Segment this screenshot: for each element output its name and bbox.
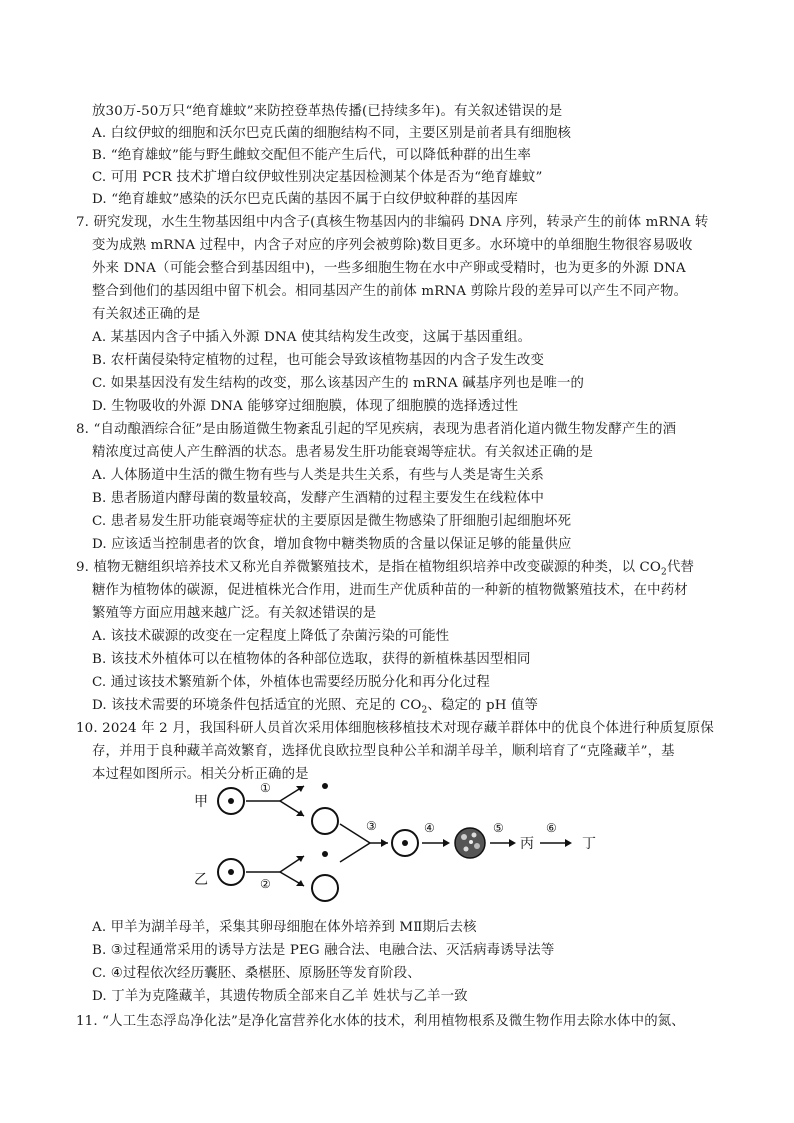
label-bing: 丙 bbox=[520, 836, 534, 852]
cloning-process-figure bbox=[180, 776, 620, 916]
enucleated-oocyte bbox=[312, 808, 338, 834]
q10-option-c: C. ④过程依次经历囊胚、桑椹胚、原肠胚等发育阶段、 bbox=[92, 966, 421, 981]
q11-stem-line-1: 11. “人工生态浮岛净化法”是净化富营养化水体的技术，利用植物根系及微生物作用去除水体中的氮、 bbox=[76, 1014, 685, 1029]
nucleus-yi bbox=[228, 869, 234, 875]
q10-option-d: D. 丁羊为克隆藏羊，其遗传物质全部来自乙羊 姓状与乙羊一致 bbox=[92, 989, 468, 1004]
embryo-cell-4 bbox=[464, 847, 469, 852]
q10-option-a: A. 甲羊为湖羊母羊，采集其卵母细胞在体外培养到 MⅡ期后去核 bbox=[92, 920, 477, 935]
label-yi: 乙 bbox=[194, 872, 208, 888]
donor-cell-remnant bbox=[312, 875, 338, 901]
q10-option-b: B. ③过程通常采用的诱导方法是 PEG 融合法、电融合法、灭活病毒诱导法等 bbox=[92, 943, 555, 958]
q7-stem-line-5: 有关叙述正确的是 bbox=[92, 307, 201, 322]
q9-stem-line-3: 繁殖等方面应用越来越广泛。有关叙述错误的是 bbox=[92, 606, 377, 621]
q7-stem-line-2: 变为成熟 mRNA 过程中，内含子对应的序列会被剪除)数目更多。水环境中的单细胞生物很容易吸收 bbox=[92, 238, 693, 253]
q9-option-b: B. 该技术外植体可以在植物体的各种部位选取，获得的新植株基因型相同 bbox=[92, 652, 531, 667]
q7-option-b: B. 农杆菌侵染特定植物的过程，也可能会导致该植物基因的内含子发生改变 bbox=[92, 353, 545, 368]
step-1-label: ① bbox=[260, 781, 271, 795]
removed-nucleus-jia bbox=[322, 783, 328, 789]
arrowhead-step-3 bbox=[381, 839, 388, 847]
q10-stem-line-2: 存，并用于良种藏羊高效繁育，选择优良欧拉型良种公羊和湖羊母羊，顺利培育了“克隆藏羊”，基 bbox=[92, 744, 675, 759]
q6-option-a: A. 白纹伊蚊的细胞和沃尔巴克氏菌的细胞结构不同，主要区别是前者具有细胞核 bbox=[92, 126, 572, 141]
q7-stem-line-3: 外来 DNA（可能会整合到基因组中)，一些多细胞生物在水中产卵或受精时，也为更多的外源 DNA bbox=[92, 261, 686, 276]
q9-option-d: D. 该技术需要的环境条件包括适宜的光照、充足的 $CO_2$、稳定的 pH 值等 bbox=[92, 698, 539, 716]
q9-option-c: C. 通过该技术繁殖新个体，外植体也需要经历脱分化和再分化过程 bbox=[92, 675, 490, 690]
step-6-label: ⑥ bbox=[546, 821, 557, 835]
reconstructed-nucleus bbox=[402, 840, 408, 846]
q6-stem: 放30万-50万只“绝育雄蚊”来防控登革热传播(已持续多年)。有关叙述错误的是 bbox=[92, 104, 563, 119]
arrowhead-step-5 bbox=[509, 839, 516, 847]
embryo-cell-1 bbox=[461, 834, 467, 840]
q6-option-b: B. “绝育雄蚊”能与野生雌蚊交配但不能产生后代，可以降低种群的出生率 bbox=[92, 148, 532, 163]
q8-option-b: B. 患者肠道内酵母菌的数量较高，发酵产生酒精的过程主要发生在线粒体中 bbox=[92, 491, 545, 506]
step-2-label: ② bbox=[260, 877, 271, 891]
q6-option-d: D. “绝育雄蚊”感染的沃尔巴克氏菌的基因不属于白纹伊蚊种群的基因库 bbox=[92, 192, 518, 207]
embryo-cell-2 bbox=[472, 833, 477, 838]
q9-option-a: A. 该技术碳源的改变在一定程度上降低了杂菌污染的可能性 bbox=[92, 629, 450, 644]
embryo-cell-5 bbox=[469, 840, 473, 844]
q6-option-c: C. 可用 PCR 技术扩增白纹伊蚊性别决定基因检测某个体是否为“绝育雄蚊” bbox=[92, 170, 543, 185]
arrowhead-step-4 bbox=[443, 839, 450, 847]
q8-option-a: A. 人体肠道中生活的微生物有些与人类是共生关系，有些与人类是寄生关系 bbox=[92, 468, 544, 483]
q10-stem-line-1: 10. 2024 年 2 月，我国科研人员首次采用体细胞核移植技术对现存藏羊群体中的优良个体进行种质复原保 bbox=[76, 721, 714, 736]
step-4-label: ④ bbox=[424, 821, 435, 835]
q9-stem-line-1: 9. 植物无糖组织培养技术又称光自养微繁殖技术，是指在植物组织培养中改变碳源的种类，以 $CO_2$代替 bbox=[76, 560, 695, 578]
q8-stem-line-1: 8. “自动酿酒综合征”是由肠道微生物紊乱引起的罕见疾病，表现为患者消化道内微生物发酵产生的酒 bbox=[76, 422, 677, 437]
q8-option-c: C. 患者易发生肝功能衰竭等症状的主要原因是微生物感染了肝细胞引起细胞坏死 bbox=[92, 514, 572, 529]
label-jia: 甲 bbox=[194, 794, 208, 810]
embryo-cell-3 bbox=[474, 843, 480, 849]
q7-stem-line-4: 整合到他们的基因组中留下机会。相同基因产生的前体 mRNA 剪除片段的差异可以产生不同产物。 bbox=[92, 284, 688, 299]
q7-option-a: A. 某基因内含子中插入外源 DNA 使其结构发生改变，这属于基因重组。 bbox=[92, 330, 532, 345]
merge-line-bottom bbox=[340, 843, 370, 862]
q9-stem-line-2: 糖作为植物体的碳源，促进植株光合作用，进而生产优质种苗的一种新的植物微繁殖技术，在中药材 bbox=[92, 583, 688, 598]
label-ding: 丁 bbox=[582, 836, 596, 852]
arrowhead-step-6 bbox=[565, 839, 572, 847]
q8-stem-line-2: 精浓度过高使人产生醉酒的状态。患者易发生肝功能衰竭等症状。有关叙述正确的是 bbox=[92, 445, 594, 460]
step-5-label: ⑤ bbox=[493, 821, 504, 835]
q7-option-d: D. 生物吸收的外源 DNA 能够穿过细胞膜，体现了细胞膜的选择透过性 bbox=[92, 399, 519, 414]
q7-stem-line-1: 7. 研究发现，水生生物基因组中内含子(真核生物基因内的非编码 DNA 序列，转录产生的前体 mRNA 转 bbox=[76, 215, 709, 230]
step-3-label: ③ bbox=[366, 819, 377, 833]
q8-option-d: D. 应该适当控制患者的饮食，增加食物中糖类物质的含量以保证足够的能量供应 bbox=[92, 537, 572, 552]
arrowhead-down-2 bbox=[296, 880, 304, 886]
q10-stem-line-3: 本过程如图所示。相关分析正确的是 bbox=[92, 767, 309, 782]
nucleus-jia bbox=[228, 798, 234, 804]
donor-nucleus bbox=[322, 851, 328, 857]
q7-option-c: C. 如果基因没有发生结构的改变，那么该基因产生的 mRNA 碱基序列也是唯一的 bbox=[92, 376, 585, 391]
